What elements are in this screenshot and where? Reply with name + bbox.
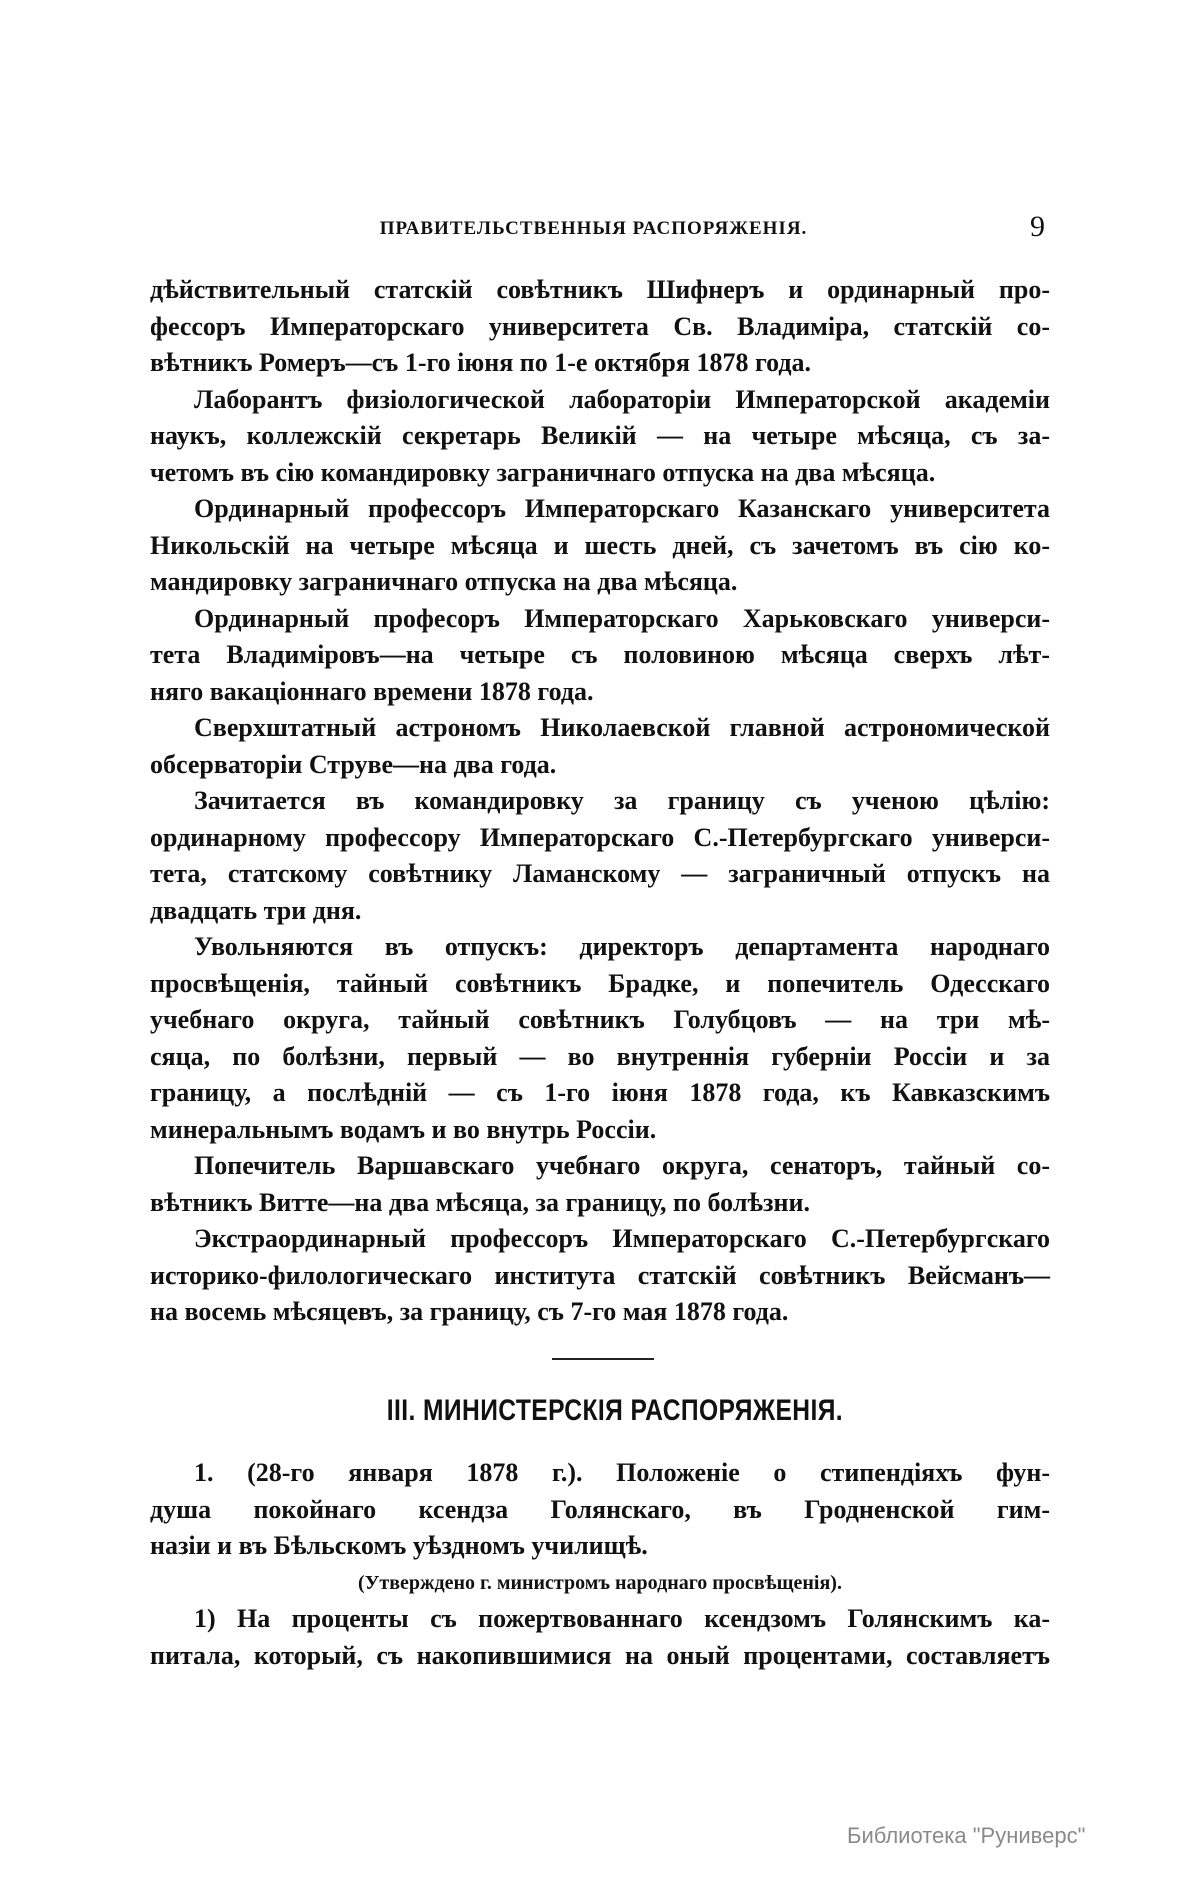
text-line: учебнаго округа, тайный совѣтникъ Голубцовъ — на три мѣ- xyxy=(150,1005,1050,1034)
text-line: 1. (28-го января 1878 г.). Положеніе о стипендіяхъ фун- xyxy=(194,1458,1050,1487)
body-text-bottom xyxy=(150,1455,1050,1674)
text-line: обсерваторіи Струве—на два года. xyxy=(150,749,557,779)
paragraph xyxy=(150,929,1050,1148)
text-line: четомъ въ сію командировку заграничнаго отпуска на два мѣсяца. xyxy=(150,457,936,487)
text-line: вѣтникъ Ромеръ—съ 1-го іюня по 1-е октября 1878 года. xyxy=(150,348,812,377)
text-line: тета Владиміровъ—на четыре съ половиною мѣсяца сверхъ лѣт- xyxy=(150,640,1050,669)
text-line: Увольняются въ отпускъ: директоръ департамента народнаго xyxy=(194,932,1050,961)
text-line: границу, а послѣдній — съ 1-го іюня 1878 года, къ Кавказскимъ xyxy=(150,1078,1050,1107)
text-line: Никольскій на четыре мѣсяца и шесть дней, съ зачетомъ въ сію ко- xyxy=(150,530,1050,560)
text-line: дѣйствительный статскій совѣтникъ Шифнеръ и ординарный про- xyxy=(150,275,1050,304)
paragraph xyxy=(150,601,1050,711)
text-line: 1) На проценты съ пожертвованнаго ксендзомъ Голянскимъ ка- xyxy=(194,1604,1050,1633)
text-line: Ординарный професоръ Императорскаго Харьковскаго универси- xyxy=(194,603,1050,633)
library-watermark: Библиотека "Руниверс" xyxy=(847,1823,1086,1848)
text-line: Зачитается въ командировку за границу съ ученою цѣлію: xyxy=(194,786,1050,815)
paragraph xyxy=(150,1455,1050,1565)
text-line: историко-филологическаго института статскій совѣтникъ Вейсманъ— xyxy=(150,1260,1050,1290)
text-line: на восемь мѣсяцевъ, за границу, съ 7-го мая 1878 года. xyxy=(150,1297,789,1326)
paragraph xyxy=(150,710,1050,783)
text-line: Сверхштатный астрономъ Николаевской главной астрономической xyxy=(194,713,1050,742)
text-line: наукъ, коллежскій секретарь Великій — на четыре мѣсяца, съ за- xyxy=(150,421,1050,450)
paragraph xyxy=(150,1565,1050,1602)
text-line: мандировку заграничнаго отпуска на два мѣсяца. xyxy=(150,567,738,596)
section-heading: III. МИНИСТЕРСКІЯ РАСПОРЯЖЕНІЯ. xyxy=(386,1394,844,1427)
paragraph xyxy=(150,783,1050,929)
text-line: назіи и въ Бѣльскомъ уѣздномъ училищѣ. xyxy=(150,1531,648,1560)
text-line: тета, статскому совѣтнику Ламанскому — заграничный отпускъ на xyxy=(150,859,1050,888)
text-line: (Утверждено г. министромъ народнаго просвѣщенія). xyxy=(358,1571,842,1594)
paragraph xyxy=(150,272,1050,382)
text-line: двадцать три дня. xyxy=(150,895,362,925)
text-line: просвѣщенія, тайный совѣтникъ Брадке, и попечитель Одесскаго xyxy=(150,968,1050,998)
page-number: 9 xyxy=(1030,210,1045,243)
body-text-top xyxy=(150,272,1050,1331)
paragraph xyxy=(150,1148,1050,1221)
text-line: няго вакаціоннаго времени 1878 года. xyxy=(150,676,594,706)
paragraph xyxy=(150,1601,1050,1674)
text-line: фессоръ Императорскаго университета Св. Владиміра, статскій со- xyxy=(150,311,1050,341)
running-title: ПРАВИТЕЛЬСТВЕННЫЯ РАСПОРЯЖЕНІЯ. xyxy=(379,218,808,239)
text-line: Экстраординарный профессоръ Императорскаго С.-Петербургскаго xyxy=(194,1224,1050,1253)
section-divider xyxy=(552,1358,654,1360)
text-line: минеральнымъ водамъ и во внутрь Россіи. xyxy=(150,1114,657,1144)
text-line: вѣтникъ Витте—на два мѣсяца, за границу, по болѣзни. xyxy=(150,1187,810,1217)
text-line: душа покойнаго ксендза Голянскаго, въ Гродненской гим- xyxy=(150,1494,1050,1524)
text-line: Лаборантъ физіологической лабораторіи Императорской академіи xyxy=(194,384,1050,414)
text-line: Попечитель Варшавскаго учебнаго округа, сенаторъ, тайный со- xyxy=(194,1151,1050,1180)
text-line: сяца, по болѣзни, первый — во внутреннія губерніи Россіи и за xyxy=(150,1041,1050,1071)
text-line: ординарному профессору Императорскаго С.-Петербургскаго универси- xyxy=(150,822,1050,852)
paragraph xyxy=(150,382,1050,492)
paragraph xyxy=(150,491,1050,601)
text-line: Ординарный профессоръ Императорскаго Казанскаго университета xyxy=(194,494,1050,523)
text-line: питала, который, съ накопившимися на оный процентами, составляетъ xyxy=(150,1640,1050,1670)
paragraph xyxy=(150,1221,1050,1331)
